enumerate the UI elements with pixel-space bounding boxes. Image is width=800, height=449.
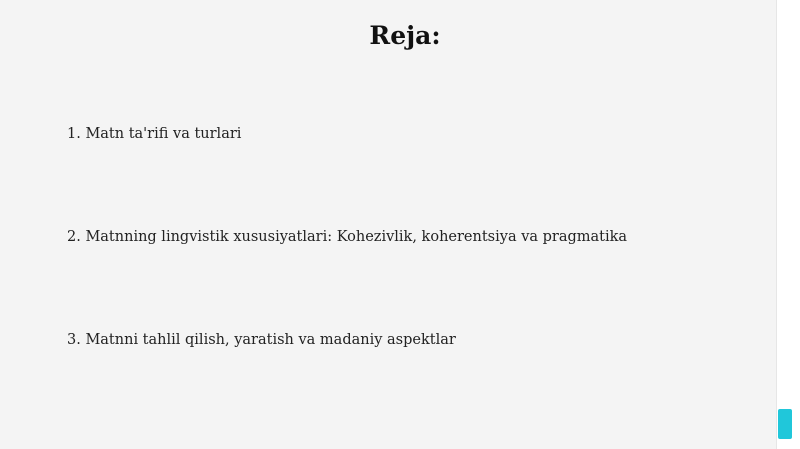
plan-item-2: 2. Matnning lingvistik xususiyatlari: Kohezivlik, koherentsiya va pragmatika <box>67 229 628 245</box>
plan-item-3: 3. Matnni tahlil qilish, yaratish va madaniy aspektlar <box>67 332 456 348</box>
slide-title: Reja: <box>369 21 441 50</box>
scrollbar-track[interactable] <box>776 0 800 449</box>
scrollbar-thumb[interactable] <box>778 409 792 439</box>
plan-item-1: 1. Matn ta'rifi va turlari <box>67 126 242 142</box>
